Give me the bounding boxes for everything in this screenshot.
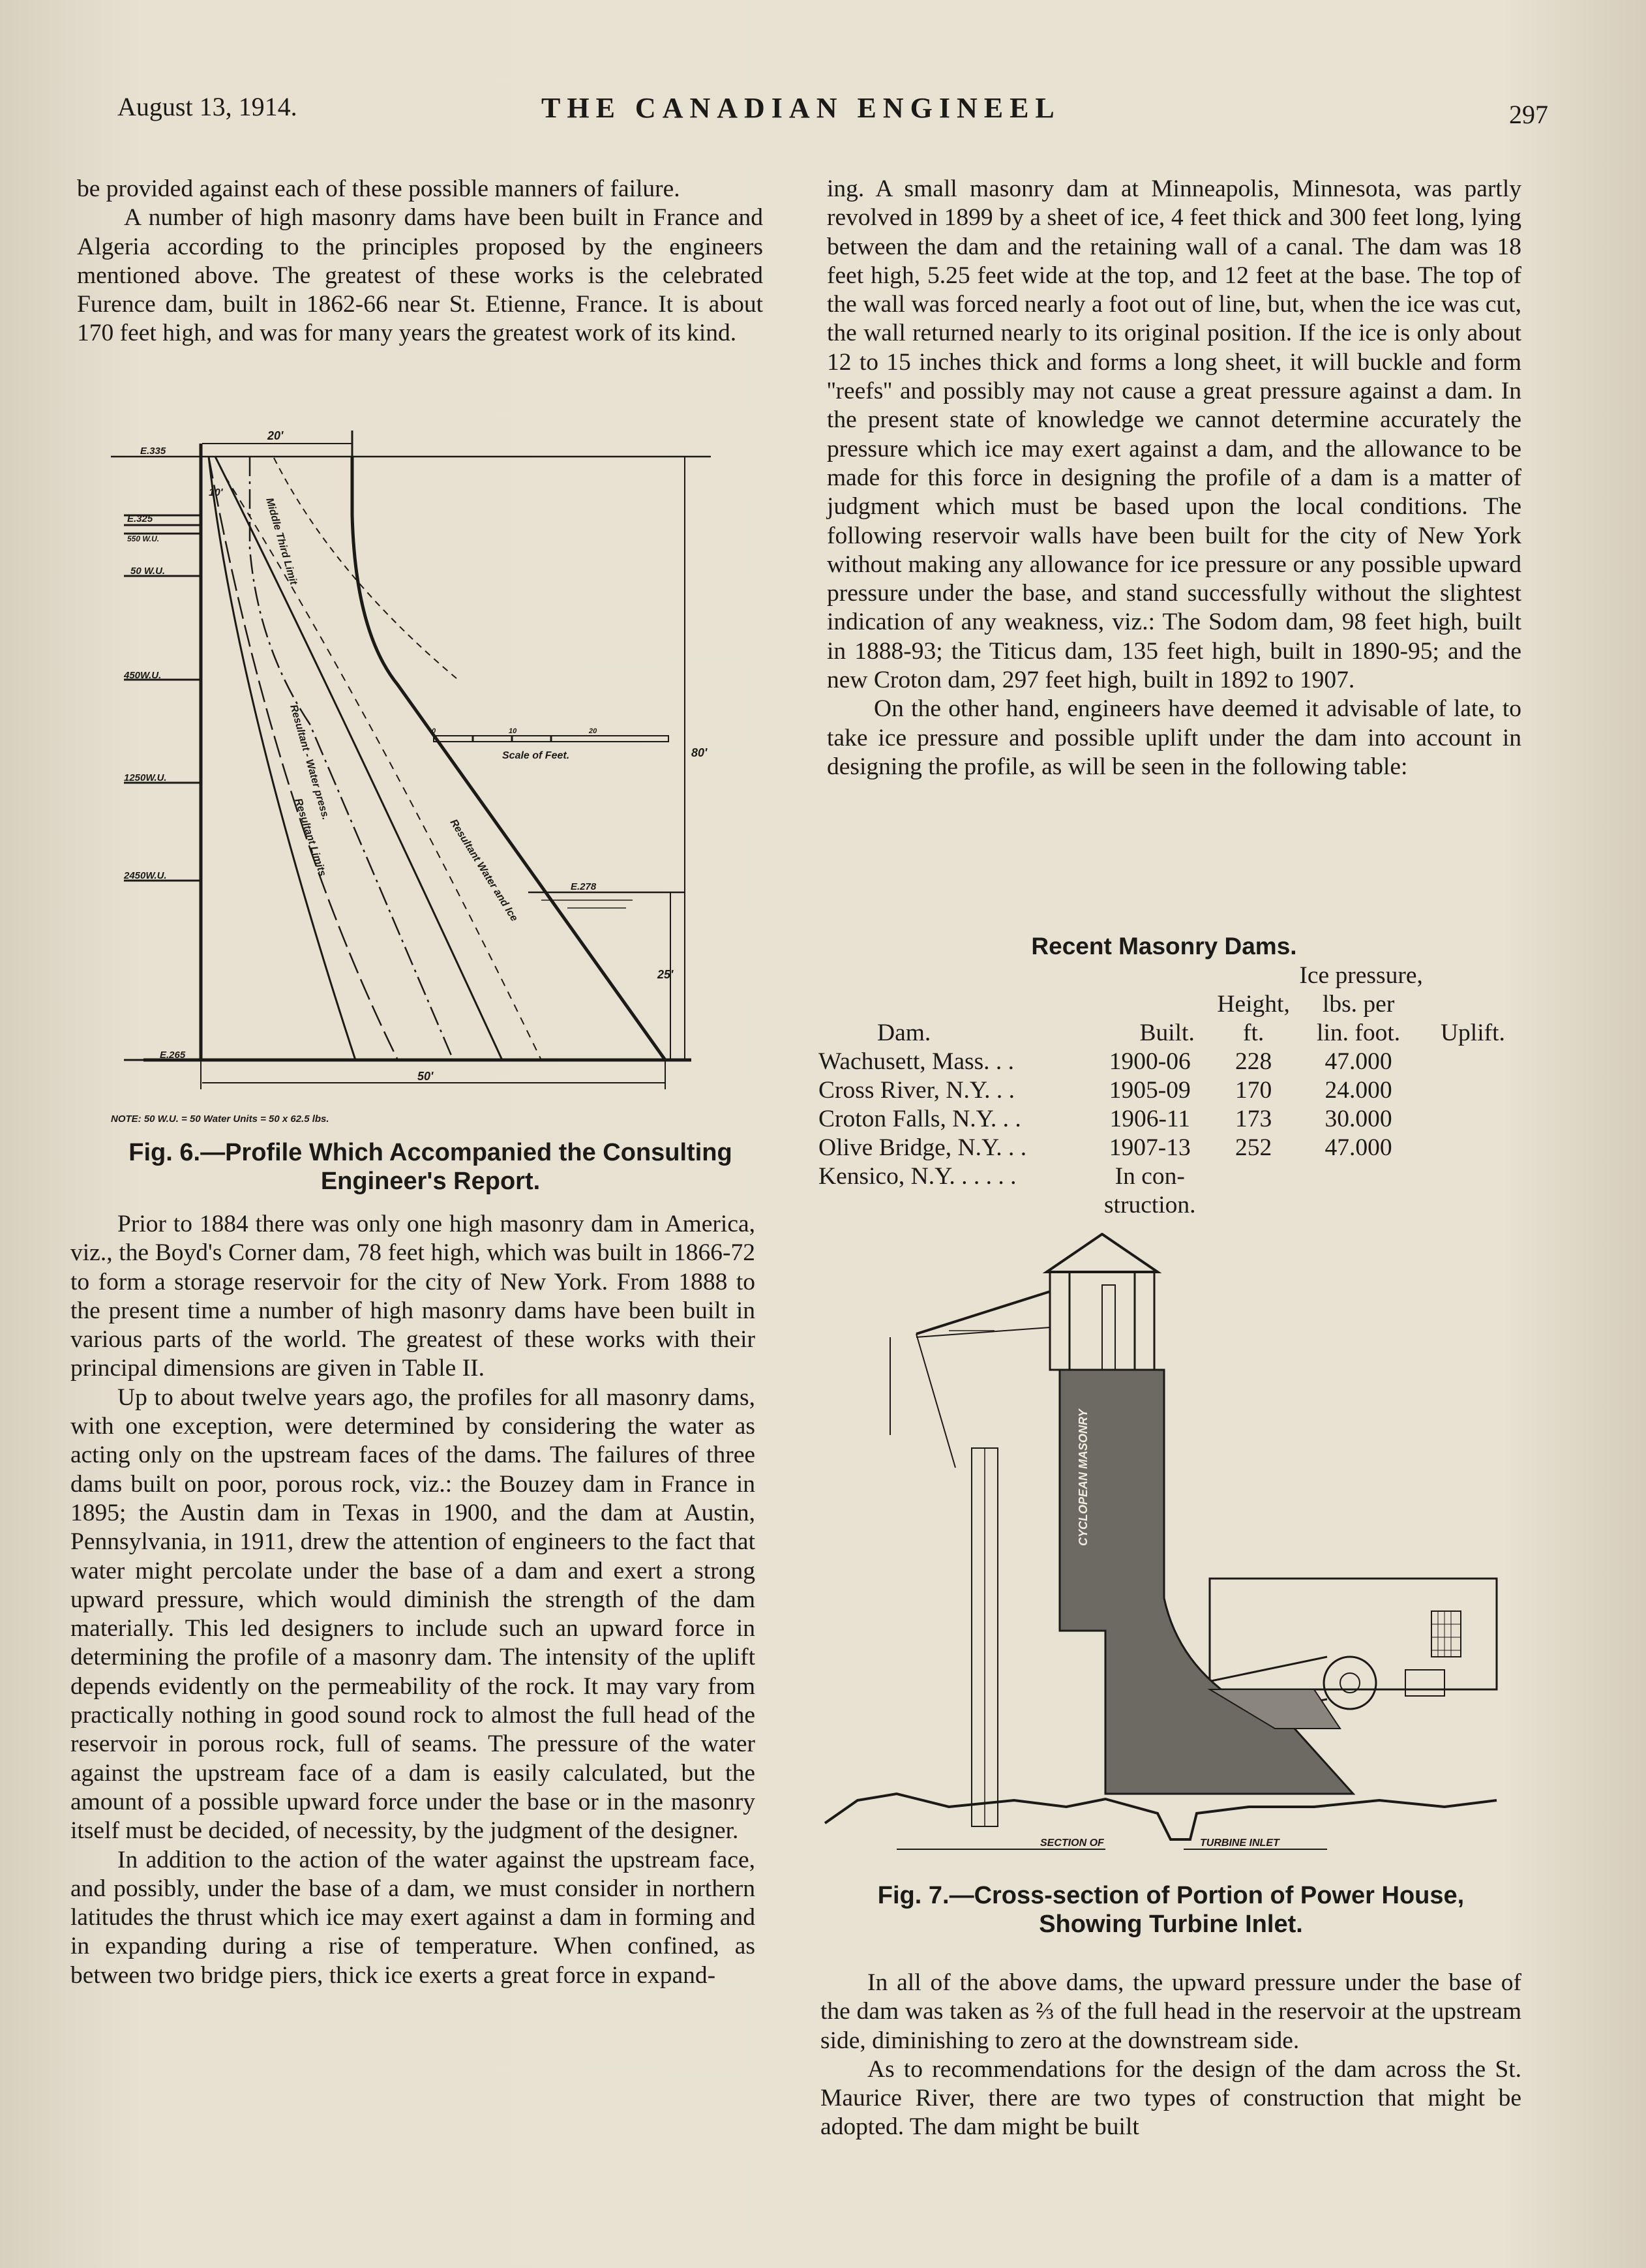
paragraph: A number of high masonry dams have been built in France and Algeria according to the principles proposed by the engineers mentioned above. The greatest of these works is the celebrated Furence dam, built in 1862-66 near St. Etienne, France. It is about 170 feet high, and was for many years the greatest work of its kind. [77,204,763,347]
paragraph: As to recommendations for the design of the dam across the St. Maurice River, there are two types of construction that might be adopted. The dam might be built [820,2055,1521,2141]
cell-dam [818,1191,1087,1220]
header-built: Built. [1139,1020,1195,1046]
level-2450wu: 2450W.U. [124,870,167,881]
level-550wu: 550 W.U. [127,534,160,543]
dim-50ft: 50' [417,1070,434,1083]
cell-dam: Wachusett, Mass. . . [818,1048,1015,1075]
header-height-1: Height, [1217,991,1290,1018]
cell-dam: Olive Bridge, N.Y. . . [818,1134,1027,1161]
left-column-top-text [77,175,763,348]
cell-height [1213,1162,1294,1191]
fig7-caption-line2: Showing Turbine Inlet. [1039,1911,1303,1938]
cell-ice: 24.000 [1324,1077,1392,1104]
cell-height [1213,1191,1294,1220]
cell-ice: 47.000 [1324,1048,1392,1075]
header-uplift: Uplift. [1440,1020,1505,1046]
label-middle-third: Middle Third Limit [263,496,299,586]
cell-built: struction. [1103,1192,1196,1218]
cell-height: 173 [1234,1106,1272,1132]
paragraph: On the other hand, engineers have deemed it advisable of late, to take ice pressure and possible uplift under the dam into account in designing the profile, as will be seen in the following table: [827,695,1521,780]
cell-height: 170 [1234,1077,1272,1104]
cell-dam: Cross River, N.Y. . . [818,1077,1015,1104]
header-ice-3: lin. foot. [1317,1020,1401,1046]
fig7-power-house-section-drawing [818,1233,1503,1885]
fig6-caption [78,1138,783,1196]
header-date: August 13, 1914. [117,92,297,121]
table-row [818,1076,1523,1105]
header-height-2: ft. [1242,1020,1264,1046]
table-title: Recent Masonry Dams. [1031,933,1297,960]
cell-ice [1294,1191,1422,1220]
cell-built: 1907-13 [1109,1134,1191,1161]
cell-built: 1900-06 [1109,1048,1191,1075]
cell-ice [1294,1162,1422,1191]
cell-height: 252 [1234,1134,1272,1161]
fig6-dam-profile-drawing [111,417,711,1128]
header-dam: Dam. [877,1020,931,1046]
dim-10ft: 10' [209,487,223,498]
dim-25ft: 25' [657,968,674,981]
paragraph: be provided against each of these possible manners of failure. [77,175,680,202]
paragraph: ing. A small masonry dam at Minneapolis, Minnesota, was partly revolved in 1899 by a sheet of ice, 4 feet thick and 300 feet long, lying between the dam and the retaining wall of a canal. The dam was 18 feet high, 5.25 feet wide at the top, and 12 feet at the base. The top of the wall was forced nearly a foot out of line, but, when the ice was cut, the wall returned nearly to its original position. If the ice is only about 12 to 15 inches thick and forms a long sheet, it will buckle and form ''reefs'' and possibly may not cause a great pressure against a dam. In the present state of knowledge we cannot determine accurately the pressure which ice may exert against a dam, and the allowance to be made for this force in designing the profile of a dam is a matter of judgment which must be based upon the local conditions. The following reservoir walls have been built for the city of New York without making any allowance for ice pressure or any possible upward pressure under the base, and stand successfully without the slightest indication of any weakness, viz.: The Sodom dam, 98 feet high, built in 1888-93; the Titicus dam, 135 feet high, built in 1890-95; and the new Croton dam, 297 feet high, built in 1892 to 1907. [827,175,1521,694]
label-section-of: SECTION OF [1040,1837,1104,1849]
right-column-bottom-text [820,1969,1521,2142]
cell-uplift [1423,1076,1523,1105]
level-e325: E.325 [127,513,153,524]
dim-20ft: 20' [267,429,284,442]
cell-uplift [1423,1191,1523,1220]
level-e265: E.265 [160,1050,186,1061]
cell-uplift [1423,1134,1523,1162]
scale-0: 0 [432,727,436,735]
label-resultant-limits: Resultant Limits [292,796,328,878]
level-1250wu: 1250W.U. [124,772,167,783]
level-e335: E.335 [140,446,166,457]
fig6-note: NOTE: 50 W.U. = 50 Water Units = 50 x 62.5 lbs. [111,1113,329,1125]
table-row [818,1105,1523,1134]
running-header [117,91,1548,137]
paragraph: In addition to the action of the water against the upstream face, and possibly, under the base of a dam, we must consider in northern latitudes the thrust which ice may exert against a dam in forming and in expanding during a rise of temperature. When confined, as between two bridge piers, thick ice exerts a great force in expand- [70,1846,755,1989]
fig6-caption-line2: Engineer's Report. [320,1168,541,1195]
cell-dam: Kensico, N.Y. . . . . . [818,1163,1017,1190]
cell-dam: Croton Falls, N.Y. . . [818,1106,1021,1132]
fig6-caption-line1: Fig. 6.—Profile Which Accompanied the Consulting [128,1139,732,1166]
cell-uplift [1423,1105,1523,1134]
recent-masonry-dams-table [818,933,1523,1220]
table-row [818,1191,1523,1220]
scale-10: 10 [509,727,517,735]
paragraph: Up to about twelve years ago, the profiles for all masonry dams, with one exception, were determined by considering the water as acting only on the upstream faces of the dams. The failures of three dams built on poor, porous rock, viz.: the Bouzey dam in France in 1895; the Austin dam in Texas in 1900, and the dam at Austin, Pennsylvania, in 1911, drew the attention of engineers to the fact that water might percolate under the base of a dam and exert a strong upward pressure, which would diminish the strength of the dam materially. This led designers to include such an upward force in determining the profile of a masonry dam. The intensity of the uplift depends evidently on the permeability of the rock. It may vary from practically nothing in good sound rock to almost the full head of the reservoir in porous rock, full of seams. The pressure of the water against the upstream face of a dam is easily calculated, but the amount of a possible upward force under the base or in the masonry itself must be decided, of necessity, by the judgment of the designer. [70,1383,755,1845]
label-turbine-inlet: TURBINE INLET [1200,1837,1279,1849]
left-column-bottom-text [70,1210,755,1990]
fig7-caption-line1: Fig. 7.—Cross-section of Portion of Power House, [877,1882,1465,1909]
label-resultant-water-ice: Resultant Water and Ice [447,817,520,924]
scale-20: 20 [589,727,597,735]
cell-built: 1905-09 [1109,1077,1191,1104]
table-row [818,1134,1523,1162]
table-row [818,1162,1523,1191]
label-resultant-water: Resultant - Water press. [288,703,331,821]
header-ice-2: lbs. per [1322,991,1395,1018]
right-column-top-text [827,175,1521,781]
fig7-caption [820,1881,1521,1939]
page-number: 297 [1509,100,1548,129]
cell-built: In con- [1115,1163,1185,1190]
cell-uplift [1423,1048,1523,1076]
journal-title: THE CANADIAN ENGINEEL [541,92,1061,124]
level-450wu: 450W.U. [124,670,162,681]
dim-80ft: 80' [691,746,708,759]
label-cyclopean-masonry: CYCLOPEAN MASONRY [1077,1409,1090,1546]
paragraph: Prior to 1884 there was only one high masonry dam in America, viz., the Boyd's Corner dam, 78 feet high, which was built in 1866-72 to form a storage reservoir for the city of New York. From 1888 to the present time a number of high masonry dams have been built in various parts of the world. The greatest of these works with their principal dimensions are given in Table II. [70,1211,755,1382]
cell-uplift [1423,1162,1523,1191]
level-e278: E.278 [571,881,597,892]
scale-label: Scale of Feet. [502,750,570,761]
table-row [818,1048,1523,1076]
cell-built: 1906-11 [1109,1106,1191,1132]
level-50wu: 50 W.U. [130,566,166,577]
cell-height: 228 [1234,1048,1272,1075]
cell-ice: 47.000 [1324,1134,1392,1161]
paragraph: In all of the above dams, the upward pressure under the base of the dam was taken as ⅔ of the full head in the reservoir at the upstream side, diminishing to zero at the downstream side. [820,1969,1521,2054]
header-ice-1: Ice pressure, [1299,962,1423,989]
cell-ice: 30.000 [1324,1106,1392,1132]
